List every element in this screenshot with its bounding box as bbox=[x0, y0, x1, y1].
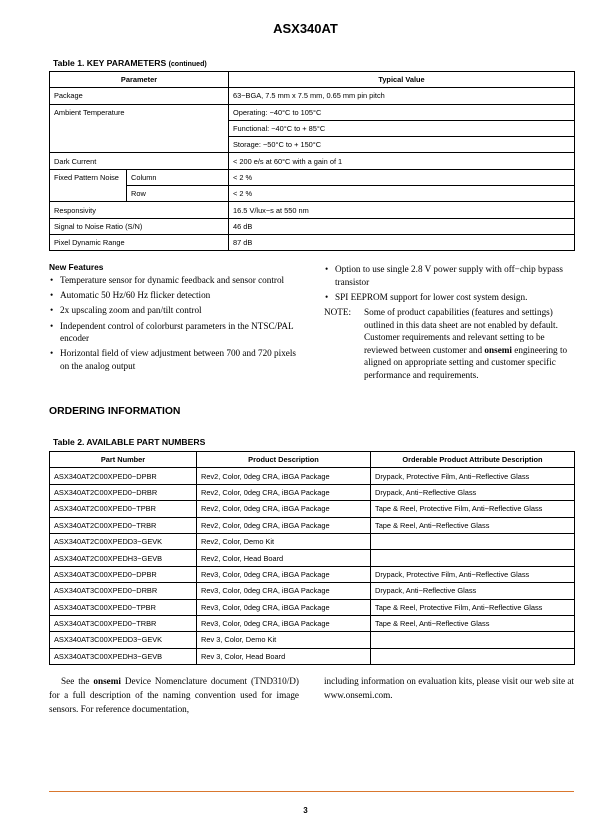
orderable-attribute-cell bbox=[371, 632, 575, 648]
note-text-part: Some of product capabilities (features and settings) outlined in this data sheet are not enabled by default. Customer requirements and relevant setting to be reviewed between customer and bbox=[364, 306, 558, 355]
ordering-heading: ORDERING INFORMATION bbox=[49, 406, 181, 417]
table-row bbox=[50, 186, 575, 202]
part-number-cell: ASX340AT2C00XPEDD3−GEVK bbox=[50, 533, 197, 549]
orderable-attribute-cell: Drypack, Anti−Reflective Glass bbox=[371, 583, 575, 599]
product-description-cell: Rev2, Color, 0deg CRA, iBGA Package bbox=[197, 501, 371, 517]
param-value: < 2 % bbox=[229, 169, 575, 185]
list-item: • Automatic 50 Hz/60 Hz flicker detection bbox=[49, 289, 299, 302]
table1-caption-suffix: (continued) bbox=[168, 61, 207, 68]
table-header-row bbox=[50, 72, 575, 88]
table1-caption-text: Table 1. KEY PARAMETERS bbox=[53, 58, 167, 68]
list-item: • 2x upscaling zoom and pan/tilt control bbox=[49, 304, 299, 317]
table-row bbox=[50, 484, 575, 500]
orderable-attribute-cell: Drypack, Protective Film, Anti−Reflective Glass bbox=[371, 566, 575, 582]
orderable-attribute-cell: Tape & Reel, Anti−Reflective Glass bbox=[371, 517, 575, 533]
footer-text-left bbox=[49, 675, 299, 716]
param-value: 16.5 V/lux−s at 550 nm bbox=[229, 202, 575, 218]
list-item: • Option to use single 2.8 V power supply with off−chip bypass transistor bbox=[324, 263, 574, 288]
list-item: • Horizontal field of view adjustment between 700 and 720 pixels on the analog output bbox=[49, 347, 299, 372]
orderable-attribute-cell: Tape & Reel, Protective Film, Anti−Reflective Glass bbox=[371, 599, 575, 615]
header-orderable-attribute: Orderable Product Attribute Description bbox=[371, 452, 575, 468]
new-features-right bbox=[324, 263, 574, 382]
param-value: < 200 e/s at 60°C with a gain of 1 bbox=[229, 153, 575, 169]
part-number-cell: ASX340AT2C00XPED0−DPBR bbox=[50, 468, 197, 484]
product-description-cell: Rev2, Color, 0deg CRA, iBGA Package bbox=[197, 484, 371, 500]
param-label: Responsivity bbox=[50, 202, 229, 218]
new-features-heading: New Features bbox=[49, 262, 104, 272]
param-label: Ambient Temperature bbox=[50, 104, 229, 153]
table-row bbox=[50, 566, 575, 582]
list-item: • Independent control of colorburst parameters in the NTSC/PAL encoder bbox=[49, 320, 299, 345]
orderable-attribute-cell bbox=[371, 648, 575, 664]
part-number-cell: ASX340AT2C00XPEDH3−GEVB bbox=[50, 550, 197, 566]
param-label: Dark Current bbox=[50, 153, 229, 169]
part-number-cell: ASX340AT2C00XPED0−DRBR bbox=[50, 484, 197, 500]
list-item: • Temperature sensor for dynamic feedback and sensor control bbox=[49, 274, 299, 287]
part-number-cell: ASX340AT3C00XPED0−DRBR bbox=[50, 583, 197, 599]
table-row bbox=[50, 202, 575, 218]
table-row bbox=[50, 583, 575, 599]
table-row bbox=[50, 104, 575, 120]
param-label: Fixed Pattern Noise bbox=[50, 169, 127, 202]
note bbox=[324, 306, 574, 382]
table-row bbox=[50, 533, 575, 549]
part-number-cell: ASX340AT3C00XPED0−TRBR bbox=[50, 615, 197, 631]
note-text-part: engineering to aligned on appropriate setting and customer specific performance and requirements. bbox=[364, 344, 568, 380]
table-row bbox=[50, 517, 575, 533]
table-row bbox=[50, 169, 575, 185]
page-number: 3 bbox=[303, 806, 308, 815]
footer-rule bbox=[49, 791, 574, 792]
param-value: Operating: −40°C to 105°C bbox=[229, 104, 575, 120]
note-text bbox=[364, 306, 574, 382]
table-row bbox=[50, 599, 575, 615]
table-row bbox=[50, 501, 575, 517]
product-description-cell: Rev 3, Color, Head Board bbox=[197, 648, 371, 664]
part-numbers-body bbox=[50, 468, 575, 665]
product-description-cell: Rev2, Color, 0deg CRA, iBGA Package bbox=[197, 468, 371, 484]
product-description-cell: Rev3, Color, 0deg CRA, iBGA Package bbox=[197, 566, 371, 582]
footer-text-part: Device Nomenclature document (TND310/D) for a full description of the naming convention used for image sensors. For reference documentation, bbox=[49, 676, 299, 714]
param-value: < 2 % bbox=[229, 186, 575, 202]
part-numbers-table bbox=[49, 451, 575, 665]
product-description-cell: Rev3, Color, 0deg CRA, iBGA Package bbox=[197, 599, 371, 615]
table-row bbox=[50, 153, 575, 169]
product-description-cell: Rev2, Color, Head Board bbox=[197, 550, 371, 566]
orderable-attribute-cell bbox=[371, 533, 575, 549]
header-parameter: Parameter bbox=[50, 72, 229, 88]
part-number-cell: ASX340AT3C00XPED0−DPBR bbox=[50, 566, 197, 582]
product-description-cell: Rev2, Color, Demo Kit bbox=[197, 533, 371, 549]
brand-name: onsemi bbox=[484, 344, 512, 355]
footer-text-part: See the bbox=[61, 676, 94, 686]
orderable-attribute-cell: Drypack, Anti−Reflective Glass bbox=[371, 484, 575, 500]
part-number-cell: ASX340AT3C00XPED0−TPBR bbox=[50, 599, 197, 615]
param-label: Pixel Dynamic Range bbox=[50, 234, 229, 250]
key-parameters-table bbox=[49, 71, 575, 251]
part-number-cell: ASX340AT2C00XPED0−TRBR bbox=[50, 517, 197, 533]
table-row bbox=[50, 234, 575, 250]
part-number-cell: ASX340AT3C00XPEDH3−GEVB bbox=[50, 648, 197, 664]
table-row bbox=[50, 648, 575, 664]
param-value: 87 dB bbox=[229, 234, 575, 250]
param-sublabel: Column bbox=[127, 169, 229, 185]
header-product-description: Product Description bbox=[197, 452, 371, 468]
param-label: Package bbox=[50, 88, 229, 104]
part-number-cell: ASX340AT3C00XPEDD3−GEVK bbox=[50, 632, 197, 648]
part-number-cell: ASX340AT2C00XPED0−TPBR bbox=[50, 501, 197, 517]
product-description-cell: Rev3, Color, 0deg CRA, iBGA Package bbox=[197, 583, 371, 599]
param-value: 63−BGA, 7.5 mm x 7.5 mm, 0.65 mm pin pitch bbox=[229, 88, 575, 104]
new-features-left bbox=[49, 262, 299, 375]
table-header-row bbox=[50, 452, 575, 468]
note-label: NOTE: bbox=[324, 306, 352, 317]
table-row bbox=[50, 88, 575, 104]
header-part-number: Part Number bbox=[50, 452, 197, 468]
list-item: • SPI EEPROM support for lower cost system design. bbox=[324, 291, 574, 304]
orderable-attribute-cell bbox=[371, 550, 575, 566]
table-row bbox=[50, 468, 575, 484]
document-title: ASX340AT bbox=[273, 21, 338, 36]
table-row bbox=[50, 615, 575, 631]
brand-name: onsemi bbox=[93, 676, 121, 686]
product-description-cell: Rev3, Color, 0deg CRA, iBGA Package bbox=[197, 615, 371, 631]
product-description-cell: Rev 3, Color, Demo Kit bbox=[197, 632, 371, 648]
product-description-cell: Rev2, Color, 0deg CRA, iBGA Package bbox=[197, 517, 371, 533]
param-value: Functional: −40°C to + 85°C bbox=[229, 120, 575, 136]
orderable-attribute-cell: Tape & Reel, Protective Film, Anti−Reflective Glass bbox=[371, 501, 575, 517]
header-typical-value: Typical Value bbox=[229, 72, 575, 88]
features-list bbox=[49, 274, 299, 373]
param-value: Storage: −50°C to + 150°C bbox=[229, 137, 575, 153]
table-row bbox=[50, 218, 575, 234]
features-list bbox=[324, 263, 574, 303]
param-label: Signal to Noise Ratio (S/N) bbox=[50, 218, 229, 234]
orderable-attribute-cell: Drypack, Protective Film, Anti−Reflective Glass bbox=[371, 468, 575, 484]
table-row bbox=[50, 632, 575, 648]
footer-text-right: including information on evaluation kits, please visit our web site at www.onsemi.com. bbox=[324, 676, 574, 700]
table1-caption bbox=[53, 58, 207, 68]
table-row bbox=[50, 550, 575, 566]
table2-caption: Table 2. AVAILABLE PART NUMBERS bbox=[53, 437, 206, 447]
param-sublabel: Row bbox=[127, 186, 229, 202]
param-value: 46 dB bbox=[229, 218, 575, 234]
orderable-attribute-cell: Tape & Reel, Anti−Reflective Glass bbox=[371, 615, 575, 631]
